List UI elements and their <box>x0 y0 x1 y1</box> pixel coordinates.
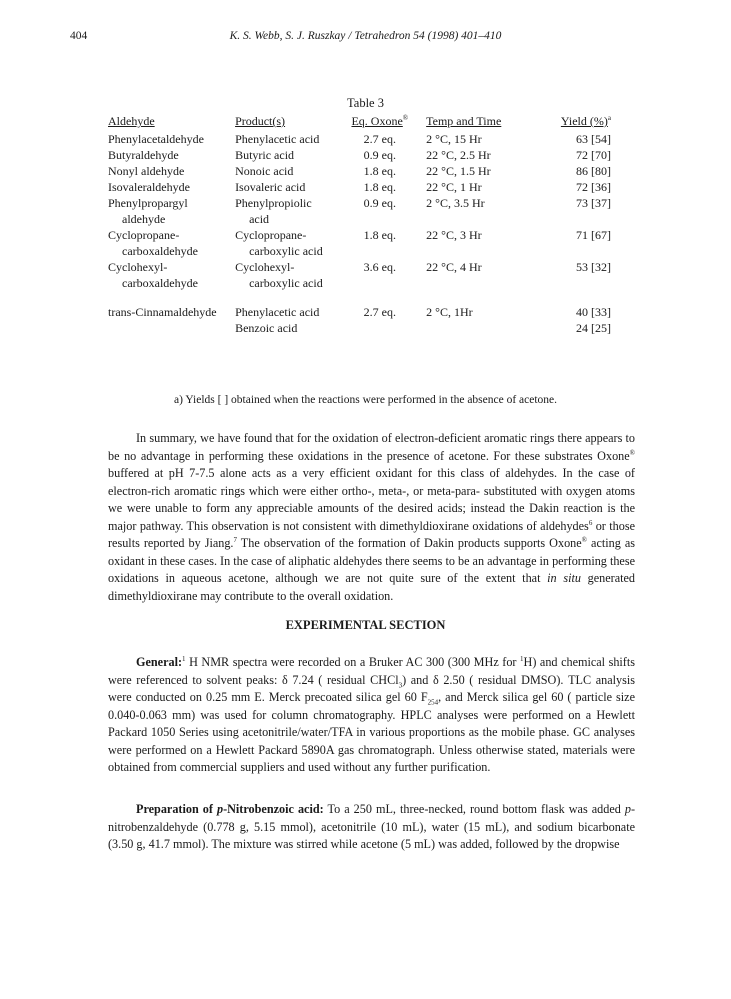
table-row <box>108 147 623 163</box>
cell-product-cont: carboxylic acid <box>249 276 323 290</box>
cell-aldehyde: Phenylacetaldehyde <box>108 132 204 146</box>
cell-aldehyde <box>108 320 235 336</box>
table-row <box>108 304 623 320</box>
cell-yield: 72 [70] <box>576 148 611 162</box>
cell-aldehyde: trans-Cinnamaldehyde <box>108 305 217 319</box>
cell-product: Cyclohexyl- <box>235 260 295 274</box>
column-header-eq-oxone: Eq. Oxone® <box>351 114 409 128</box>
cell-temp: 2 °C, 1Hr <box>426 305 473 319</box>
running-header <box>0 30 731 48</box>
cell-temp: 22 °C, 4 Hr <box>426 260 482 274</box>
table-row-continuation <box>108 243 623 259</box>
table-row <box>108 131 623 147</box>
cell-product: Isovaleric acid <box>235 180 306 194</box>
cell-product: Phenylacetic acid <box>235 305 320 319</box>
general-paragraph: General:$^1$ H NMR spectra were recorded on a Bruker AC 300 (300 MHz for $^1$H) and chemical shifts were referenced to solvent peaks: δ 7.24 ( residual CHCl$_3$) and δ 2.50 ( residual DMSO). TLC analysis were conducted on 0.25 mm E. Merck precoated silica gel 60 $F_{254}$, and Merck silica gel 60 ( particle size 0.040-0.063 mm) was used for column chromatography. HPLC analyses were performed on a Hewlett Packard 1050 Series using acetonitrile/water/TFA in various proportions as the mobile phase. GC analyses were performed on a Hewlett Packard 5890A gas chromatograph. Unless otherwise stated, materials were obtained from commercial suppliers and used without any further purification. <box>108 654 635 774</box>
table-row <box>108 259 623 275</box>
cell-aldehyde-cont: carboxaldehyde <box>122 276 198 290</box>
cell-eq: 3.6 eq. <box>363 260 396 274</box>
cell-yield: 73 [37] <box>576 196 611 210</box>
table-row <box>108 195 623 211</box>
cell-temp: 22 °C, 1 Hr <box>426 180 482 194</box>
cell-temp: 2 °C, 3.5 Hr <box>426 196 485 210</box>
cell-eq <box>347 320 412 336</box>
cell-temp: 2 °C, 15 Hr <box>426 132 482 146</box>
cell-aldehyde: Nonyl aldehyde <box>108 164 185 178</box>
cell-eq: 2.7 eq. <box>363 132 396 146</box>
results-table <box>108 113 623 336</box>
cell-yield: 71 [67] <box>576 228 611 242</box>
cell-product: Nonoic acid <box>235 164 294 178</box>
column-header-temp-time: Temp and Time <box>426 114 502 128</box>
cell-yield: 53 [32] <box>576 260 611 274</box>
cell-aldehyde: Butyraldehyde <box>108 148 179 162</box>
cell-eq: 0.9 eq. <box>363 196 396 210</box>
cell-product: Phenylpropiolic <box>235 196 312 210</box>
cell-eq: 1.8 eq. <box>363 180 396 194</box>
table-row-continuation <box>108 275 623 291</box>
cell-temp: 22 °C, 3 Hr <box>426 228 482 242</box>
cell-yield: 86 [80] <box>576 164 611 178</box>
cell-yield: 40 [33] <box>576 305 611 319</box>
cell-temp <box>412 320 530 336</box>
cell-aldehyde-cont: carboxaldehyde <box>122 244 198 258</box>
cell-aldehyde-cont: aldehyde <box>122 212 166 226</box>
table-spacer <box>108 291 623 304</box>
cell-yield: 24 [25] <box>576 321 611 335</box>
cell-temp: 22 °C, 1.5 Hr <box>426 164 491 178</box>
preparation-paragraph: Preparation of p-Nitrobenzoic acid: To a 250 mL, three-necked, round bottom flask was added p-nitrobenzaldehyde (0.778 g, 5.15 mmol), acetonitrile (10 mL), water (15 mL), and sodium bicarbonate (3.50 g, 41.7 mmol). The mixture was stirred while acetone (5 mL) was added, followed by the dropwise <box>108 802 636 851</box>
cell-yield: 72 [36] <box>576 180 611 194</box>
table-row-continuation <box>108 211 623 227</box>
page-number: 404 <box>70 30 88 42</box>
cell-product-cont: acid <box>249 212 270 226</box>
cell-eq: 1.8 eq. <box>363 228 396 242</box>
cell-aldehyde: Phenylpropargyl <box>108 196 188 210</box>
cell-eq: 0.9 eq. <box>363 148 396 162</box>
table-header-row <box>108 113 623 131</box>
cell-eq: 1.8 eq. <box>363 164 396 178</box>
cell-product: Benzoic acid <box>235 321 298 335</box>
cell-aldehyde: Cyclohexyl- <box>108 260 168 274</box>
cell-yield: 63 [54] <box>576 132 611 146</box>
cell-eq: 2.7 eq. <box>363 305 396 319</box>
table-row <box>108 179 623 195</box>
table-caption: Table 3 <box>347 96 384 110</box>
cell-product: Phenylacetic acid <box>235 132 320 146</box>
cell-product: Butyric acid <box>235 148 295 162</box>
column-header-products: Product(s) <box>235 114 286 128</box>
summary-paragraph: In summary, we have found that for the oxidation of electron-deficient aromatic rings there appears to be no advantage in performing these oxidations in the presence of acetone. For these substrates Oxone® buffered at pH 7-7.5 alone acts as a very efficient oxidant for this class of aldehydes. In the case of electron-rich aromatic rings which were either ortho-, meta-, or meta-para- substituted with oxygen atoms we were unable to form any appreciable amounts of the desired acids; instead the Dakin reaction is the major pathway. This observation is not consistent with dimethyldioxirane oxidations of aldehydes$^6$ or those results reported by Jiang.$^7$ The observation of the formation of Dakin products supports Oxone® acting as oxidant in these cases. In the case of aliphatic aldehydes there seems to be an advantage in performing these oxidations in aqueous acetone, although we are not quite sure of the extent that in situ generated dimethyldioxirane may contribute to the overall oxidation. <box>108 431 635 603</box>
table-row <box>108 163 623 179</box>
table-footnote: a) Yields [ ] obtained when the reactions were performed in the absence of acetone. <box>173 394 558 406</box>
experimental-heading: EXPERIMENTAL SECTION <box>285 618 446 632</box>
cell-aldehyde: Isovaleraldehyde <box>108 180 190 194</box>
cell-aldehyde: Cyclopropane- <box>108 228 180 242</box>
cell-product: Cyclopropane- <box>235 228 307 242</box>
table-row <box>108 320 623 336</box>
column-header-yield: Yield (%)$^a$ <box>560 114 611 128</box>
column-header-aldehyde: Aldehyde <box>108 114 155 128</box>
running-title: K. S. Webb, S. J. Ruszkay / Tetrahedron 54 (1998) 401–410 <box>229 30 502 42</box>
cell-temp: 22 °C, 2.5 Hr <box>426 148 491 162</box>
table-row <box>108 227 623 243</box>
cell-product-cont: carboxylic acid <box>249 244 323 258</box>
